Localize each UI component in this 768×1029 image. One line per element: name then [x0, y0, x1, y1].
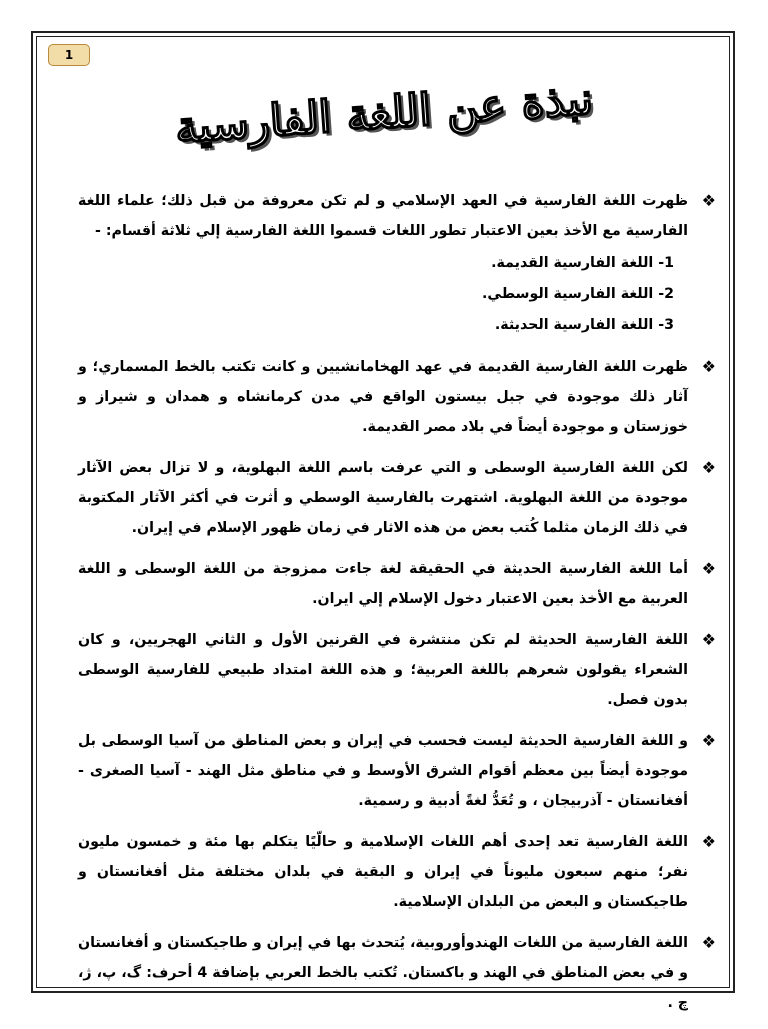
item-text: و اللغة الفارسية الحديثة ليست فحسب في إيران و بعض المناطق من آسيا الوسطى بل موجودة أيضاً بين معظم أقوام الشرق الأوسط و في مناطق مثل الهند - آسيا الصغرى - أفغانستان - آذربيجان ، و تُعَدُّ لغةً أدبية و رسمية.: [78, 733, 688, 809]
list-item: [78, 554, 716, 614]
diamond-bullet-icon: ❖: [701, 832, 716, 851]
list-item: [78, 352, 716, 442]
diamond-bullet-icon: ❖: [701, 357, 716, 376]
sub-item: 3- اللغة الفارسية الحديثة.: [494, 317, 674, 333]
page-title: نبذة عن اللغة الفارسية: [173, 73, 595, 154]
item-text: اللغة الفارسية من اللغات الهندوأوروبية، يُتحدث بها في إيران و طاجيكستان و أفغانستان و في بعض المناطق في الهند و باكستان. تُكتب بالخط العربي بإضافة 4 أحرف: گ، پ، ژ، چ .: [78, 935, 688, 1011]
diamond-bullet-icon: ❖: [701, 933, 716, 952]
diamond-bullet-icon: ❖: [701, 559, 716, 578]
list-item: [78, 726, 716, 816]
item-text: اللغة الفارسية الحديثة لم تكن منتشرة في القرنين الأول و الثاني الهجريين، و كان الشعراء يقولون شعرهم باللغة العربية؛ و هذه اللغة امتداد طبيعي للفارسية الوسطى بدون فصل.: [78, 632, 688, 708]
diamond-bullet-icon: ❖: [701, 458, 716, 477]
sub-list: [78, 248, 688, 341]
list-item: [78, 928, 716, 1018]
diamond-bullet-icon: ❖: [701, 191, 716, 210]
list-item: [78, 186, 716, 341]
item-text: ظهرت اللغة الفارسية في العهد الإسلامي و لم تكن معروفة من قبل ذلك؛ علماء اللغة الفارسية مع الأخذ بعين الاعتبار تطور اللغات قسموا اللغة الفارسية إلي ثلاثة أقسام: -: [78, 193, 688, 239]
page-number-badge: 1: [48, 44, 90, 66]
item-text: أما اللغة الفارسية الحديثة في الحقيقة لغة جاءت ممزوجة من اللغة الوسطى و اللغة العربية مع الأخذ بعين الاعتبار دخول الإسلام إلي ايران.: [78, 561, 688, 607]
diamond-bullet-icon: ❖: [701, 731, 716, 750]
list-item: [78, 625, 716, 715]
diamond-bullet-icon: ❖: [701, 630, 716, 649]
list-item: [78, 827, 716, 917]
item-text: لكن اللغة الفارسية الوسطى و التي عرفت باسم اللغة البهلوية، و لا تزال بعض الآثار موجودة من اللغة البهلوية. اشتهرت بالفارسية الوسطي و أثرت في أكثر الآثار المكتوبة في ذلك الزمان مثلما كُتب بعض من هذه الاثار في زمان ظهور الإسلام في إيران.: [78, 460, 688, 536]
document-body: [78, 186, 716, 1029]
item-text: اللغة الفارسية تعد إحدى أهم اللغات الإسلامية و حالّيًا يتكلم بها مئة و خمسون مليون نفر؛ منهم سبعون مليوناً في إيران و البقية في بلدان مختلفة مثل أفغانستان و طاجيكستان و البعض من البلدان الإسلامية.: [78, 834, 688, 910]
list-item: [78, 453, 716, 543]
item-text: ظهرت اللغة الفارسية القديمة في عهد الهخامانشيين و كانت تكتب بالخط المسماري؛ و آثار ذلك موجودة في جبل بيستون الواقع في مدن كرمانشاه و همدان و شيراز و خوزستان و موجودة أيضاً في بلاد مصر القديمة.: [78, 359, 688, 435]
sub-item: 1- اللغة الفارسية القديمة.: [491, 255, 674, 271]
sub-item: 2- اللغة الفارسية الوسطي.: [481, 286, 674, 302]
